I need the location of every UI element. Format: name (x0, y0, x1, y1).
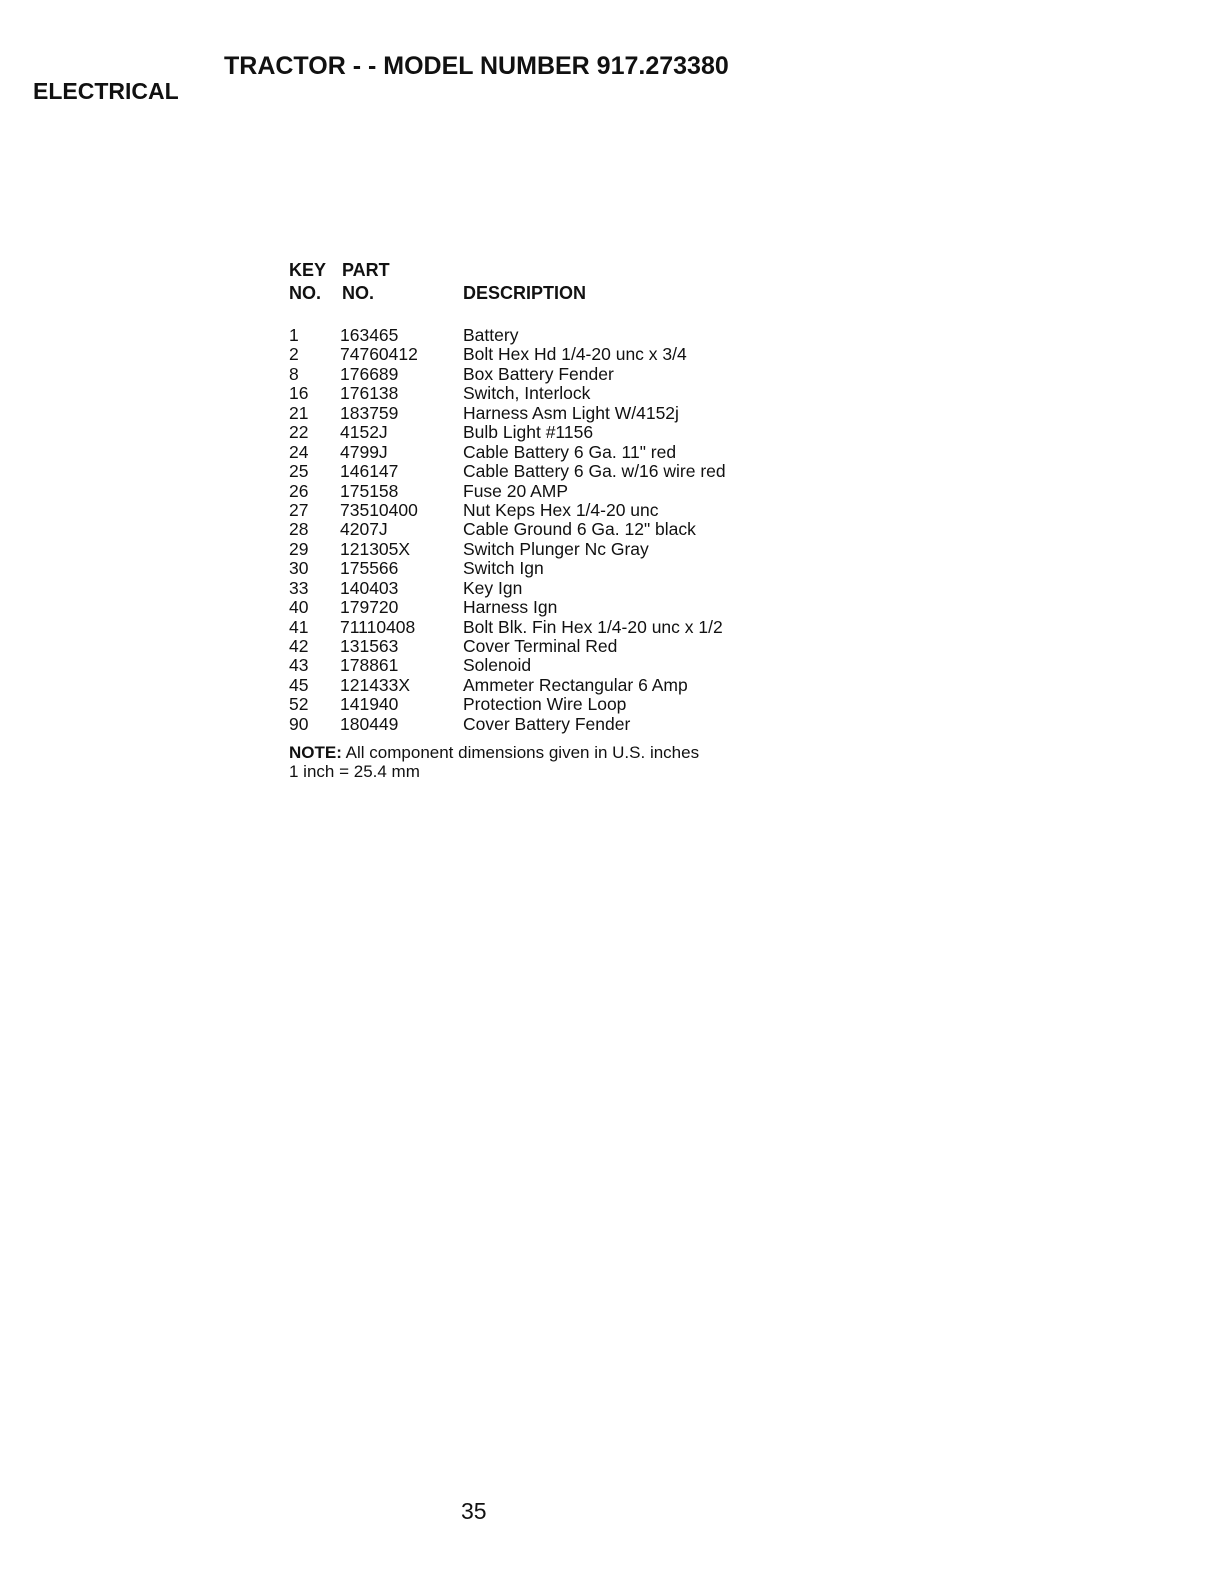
part-no-cell: 121305X (340, 538, 411, 559)
key-no-cell: 40 (289, 597, 309, 618)
description-cell: Cable Battery 6 Ga. w/16 wire red (463, 461, 726, 482)
part-no-cell: 179720 (340, 597, 399, 618)
part-no-cell: 141940 (340, 694, 399, 715)
key-no-cell: 30 (289, 558, 309, 579)
part-no-cell: 175566 (340, 558, 399, 579)
part-column-header-line2: NO. (342, 283, 375, 303)
part-no-cell: 140403 (340, 577, 399, 598)
description-cell: Ammeter Rectangular 6 Amp (463, 674, 688, 695)
description-cell: Switch Ign (463, 558, 544, 579)
key-no-cell: 28 (289, 519, 309, 540)
part-no-cell: 73510400 (340, 499, 418, 520)
part-no-cell: 71110408 (340, 616, 416, 637)
key-no-cell: 33 (289, 577, 309, 598)
description-cell: Cable Ground 6 Ga. 12" black (463, 519, 696, 540)
description-column-header: DESCRIPTION (463, 283, 587, 303)
part-no-cell: 131563 (340, 636, 399, 656)
table-row (289, 384, 809, 403)
key-no-cell: 16 (289, 383, 309, 404)
section-heading: ELECTRICAL (33, 78, 179, 104)
key-no-cell: 22 (289, 422, 309, 443)
table-row (289, 540, 809, 559)
page-title: TRACTOR - - MODEL NUMBER 917.273380 (224, 52, 729, 80)
table-row (289, 423, 809, 442)
description-cell: Fuse 20 AMP (463, 480, 569, 501)
part-no-cell: 175158 (340, 480, 399, 501)
key-no-cell: 52 (289, 694, 309, 715)
key-no-cell: 26 (289, 480, 309, 501)
table-row (289, 345, 809, 364)
key-no-cell: 25 (289, 461, 309, 482)
note-label: NOTE: (289, 743, 342, 763)
key-no-cell: 24 (289, 441, 309, 462)
part-no-cell: 176689 (340, 363, 399, 384)
description-cell: Bolt Hex Hd 1/4-20 unc x 3/4 (463, 344, 687, 365)
description-cell: Battery (463, 325, 519, 345)
description-cell: Nut Keps Hex 1/4-20 unc (463, 499, 659, 520)
key-column-header-line2: NO. (289, 283, 322, 303)
key-no-cell: 2 (289, 344, 299, 365)
key-no-cell: 45 (289, 674, 309, 695)
part-no-cell: 163465 (340, 325, 399, 345)
table-row (289, 618, 809, 637)
table-row (289, 404, 809, 423)
key-no-cell: 29 (289, 538, 309, 559)
description-cell: Bolt Blk. Fin Hex 1/4-20 unc x 1/2 (463, 616, 723, 637)
parts-list (289, 258, 809, 781)
description-cell: Bulb Light #1156 (463, 422, 594, 443)
description-cell: Harness Asm Light W/4152j (463, 402, 679, 423)
table-row (289, 559, 809, 578)
description-cell: Cable Battery 6 Ga. 11" red (463, 441, 677, 462)
key-no-cell: 90 (289, 713, 309, 734)
description-cell: Cover Terminal Red (463, 636, 618, 656)
key-no-cell: 42 (289, 636, 309, 656)
part-no-cell: 4799J (340, 441, 388, 462)
description-cell: Key Ign (463, 577, 523, 598)
key-no-cell: 1 (289, 325, 299, 345)
part-no-cell: 183759 (340, 402, 399, 423)
part-column-header-line1: PART (342, 260, 390, 280)
part-no-cell: 4207J (340, 519, 388, 540)
parts-table-body (289, 326, 809, 734)
note-line-1 (289, 743, 809, 762)
table-row (289, 482, 809, 501)
table-row (289, 715, 809, 734)
key-no-cell: 21 (289, 402, 309, 423)
description-cell: Harness Ign (463, 597, 558, 618)
part-no-cell: 121433X (340, 674, 411, 695)
table-row (289, 637, 809, 656)
table-row (289, 598, 809, 617)
part-no-cell: 176138 (340, 383, 399, 404)
parts-table-header (289, 258, 809, 310)
part-no-cell: 4152J (340, 422, 388, 443)
description-cell: Switch, Interlock (463, 383, 591, 404)
table-row (289, 676, 809, 695)
description-cell: Protection Wire Loop (463, 694, 627, 715)
table-row (289, 443, 809, 462)
key-column-header-line1: KEY (289, 260, 327, 280)
part-no-cell: 74760412 (340, 344, 418, 365)
table-row (289, 520, 809, 539)
page-number: 35 (461, 1498, 487, 1524)
note (289, 743, 809, 781)
description-cell: Switch Plunger Nc Gray (463, 538, 649, 559)
table-row (289, 326, 809, 345)
note-text: All component dimensions given in U.S. inches (341, 743, 700, 763)
part-no-cell: 180449 (340, 713, 399, 734)
table-row (289, 656, 809, 675)
table-row (289, 462, 809, 481)
description-cell: Solenoid (463, 655, 532, 676)
description-cell: Box Battery Fender (463, 363, 614, 384)
description-cell: Cover Battery Fender (463, 713, 631, 734)
key-no-cell: 27 (289, 499, 309, 520)
part-no-cell: 146147 (340, 461, 399, 482)
table-row (289, 501, 809, 520)
table-row (289, 579, 809, 598)
key-no-cell: 41 (289, 616, 309, 637)
table-row (289, 365, 809, 384)
key-no-cell: 8 (289, 363, 299, 384)
key-no-cell: 43 (289, 655, 309, 676)
part-no-cell: 178861 (340, 655, 399, 676)
note-line-2: 1 inch = 25.4 mm (289, 762, 420, 782)
table-row (289, 695, 809, 714)
